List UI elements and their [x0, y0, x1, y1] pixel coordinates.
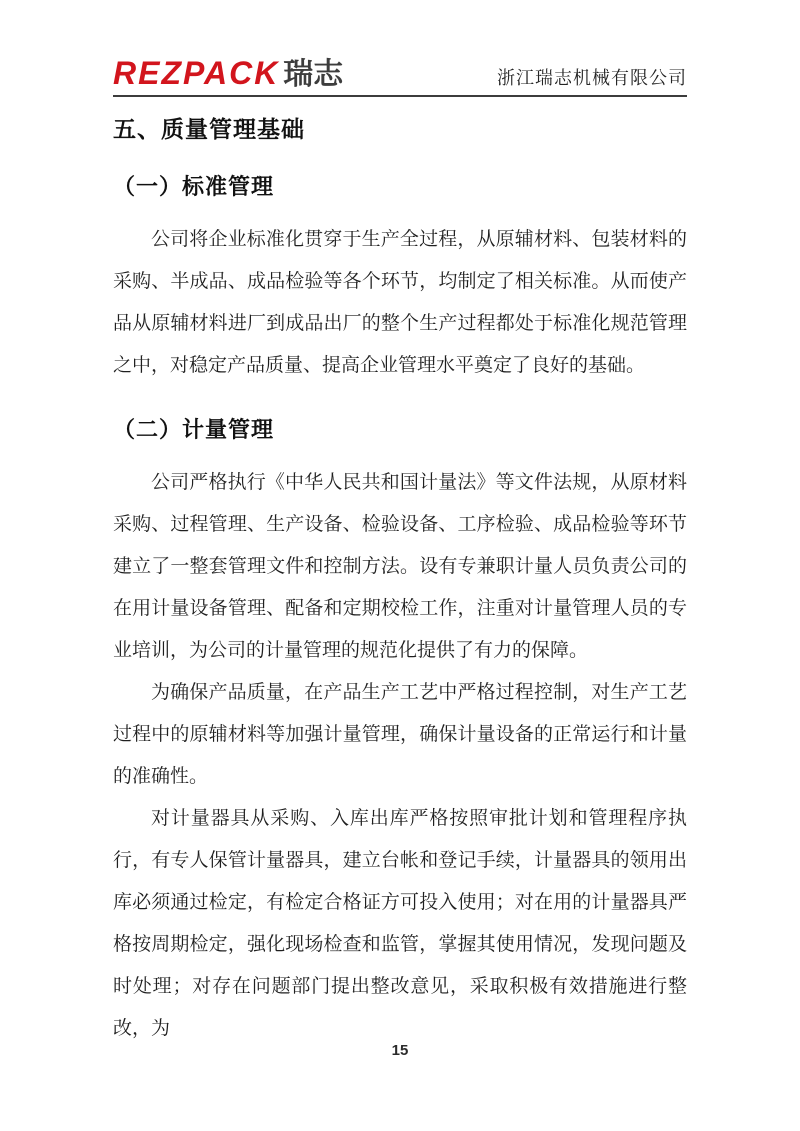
- body-paragraph: 对计量器具从采购、入库出库严格按照审批计划和管理程序执行，有专人保管计量器具，建立台帐和登记手续，计量器具的领用出库必须通过检定，有检定合格证方可投入使用；对在用的计量器具严格按周期检定，强化现场检查和监管，掌握其使用情况，发现问题及时处理；对存在问题部门提出整改意见，采取积极有效措施进行整改，为: [113, 808, 687, 1039]
- rezpack-logo: [113, 56, 343, 92]
- body-paragraph: 为确保产品质量，在产品生产工艺中严格过程控制，对生产工艺过程中的原辅材料等加强计量管理，确保计量设备的正常运行和计量的准确性。: [113, 682, 687, 787]
- document-body: [113, 114, 687, 1050]
- company-name: 浙江瑞志机械有限公司: [497, 68, 687, 88]
- page-footer: [0, 1042, 800, 1060]
- chapter-title: 五、质量管理基础: [113, 116, 305, 142]
- body-paragraph: 公司将企业标准化贯穿于生产全过程，从原辅材料、包装材料的采购、半成品、成品检验等各个环节，均制定了相关标准。从而使产品从原辅材料进厂到成品出厂的整个生产过程都处于标准化规范管理之中，对稳定产品质量、提高企业管理水平奠定了良好的基础。: [113, 229, 687, 376]
- rezpack-logo-wordmark: REZPACK: [113, 55, 280, 91]
- body-paragraph: 公司严格执行《中华人民共和国计量法》等文件法规，从原材料采购、过程管理、生产设备、检验设备、工序检验、成品检验等环节建立了一整套管理文件和控制方法。设有专兼职计量人员负责公司的在用计量设备管理、配备和定期校检工作，注重对计量管理人员的专业培训，为公司的计量管理的规范化提供了有力的保障。: [113, 472, 687, 661]
- page-number: 15: [391, 1042, 409, 1059]
- section-standard-management: [113, 172, 687, 387]
- page-header: [113, 56, 687, 97]
- section-measurement-management: [113, 415, 687, 1050]
- section-heading-standard-management: （一）标准管理: [113, 174, 275, 199]
- section-heading-measurement-management: （二）计量管理: [113, 417, 275, 442]
- rezpack-logo-chinese: 瑞志: [283, 58, 344, 91]
